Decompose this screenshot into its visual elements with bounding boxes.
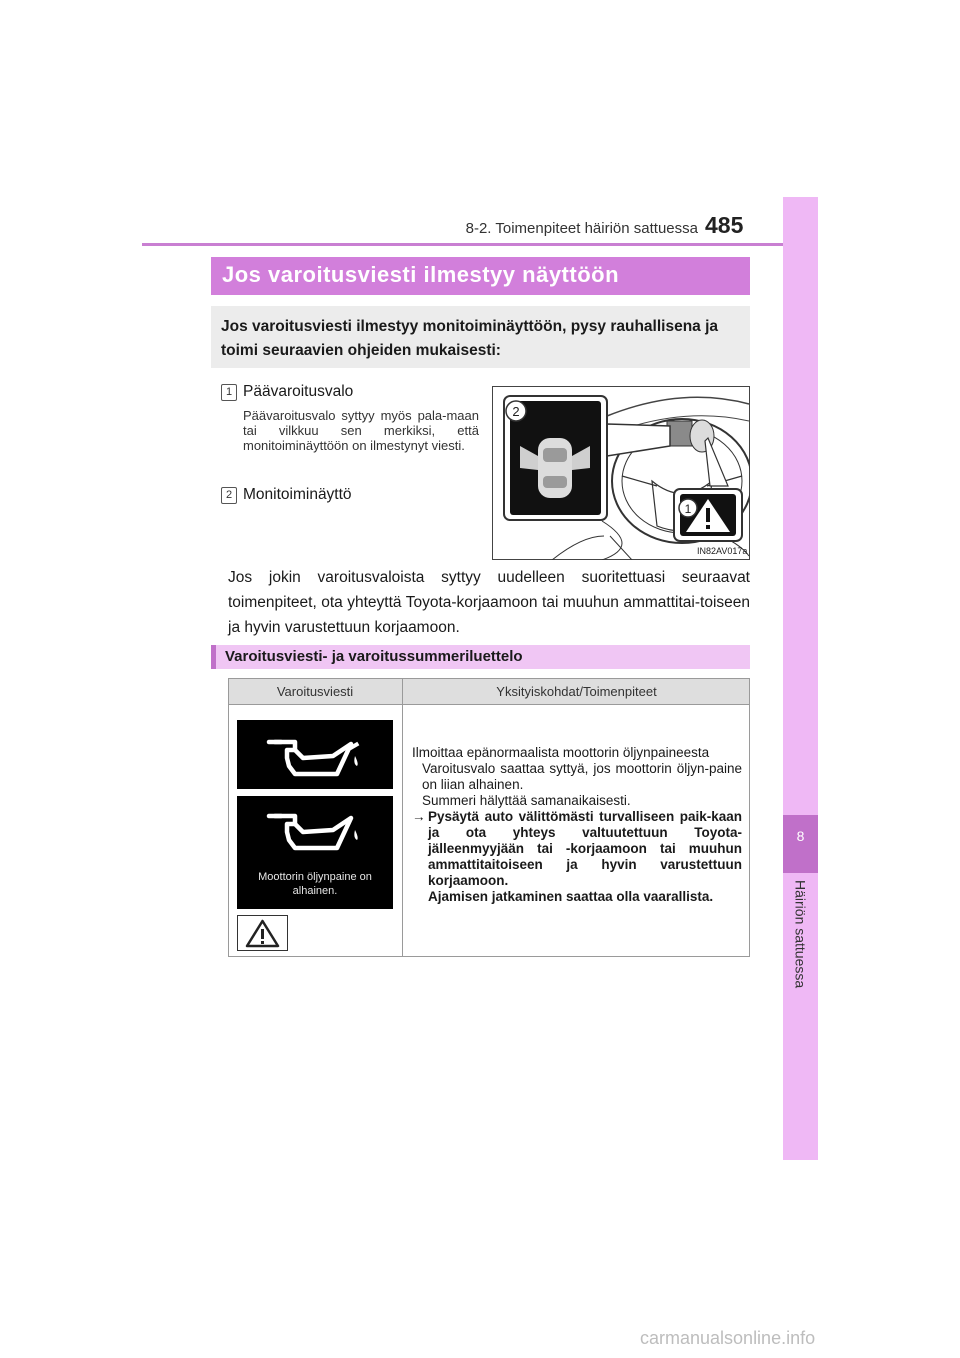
oil-can-icon	[237, 720, 393, 789]
details-action-text: Pysäytä auto välittömästi turvalliseen paik-kaan ja ota yhteys valtuutettuun Toyota-jälleenmyyjään tai -korjaamoon tai muuhun ammattitaitoiseen ja hyvin varustettuun korjaamoon.	[428, 809, 742, 888]
intro-box	[211, 306, 750, 368]
details-cell	[412, 745, 742, 905]
intro-text: Jos varoitusviesti ilmestyy monitoiminäyttöön, pysy rauhallisena ja toimi seuraavien ohjeiden mukaisesti:	[221, 318, 719, 359]
chapter-label: Häiriön sattuessa	[792, 880, 809, 989]
body-paragraph: Jos jokin varoitusvaloista syttyy uudelleen suoritettuasi seuraavat toimenpiteet, ota yhteyttä Toyota-korjaamoon tai muuhun ammattitai-toiseen ja hyvin varustettuun korjaamoon.	[228, 569, 750, 636]
illustration-code: IN82AV017a	[697, 546, 748, 556]
svg-text:1: 1	[684, 502, 692, 516]
details-line-1: Ilmoittaa epänormaalista moottorin öljynpaineesta	[412, 745, 710, 760]
section-accent	[211, 645, 216, 669]
item-number-2: 2	[221, 487, 237, 504]
warning-triangle-icon	[238, 916, 287, 950]
item-title-1: Päävaroitusvalo	[243, 383, 354, 400]
page-number: 485	[705, 212, 744, 238]
table-column-divider	[402, 678, 403, 957]
section-heading-bar	[211, 645, 750, 669]
chapter-number: 8	[796, 828, 805, 844]
details-line-2: Varoitusvalo saattaa syttyä, jos moottorin öljyn-paine on liian alhainen.	[422, 761, 742, 792]
item-title-2: Monitoiminäyttö	[243, 486, 352, 503]
warning-symbol	[237, 915, 288, 951]
section-heading: Varoitusviesti- ja varoitussummeriluettelo	[225, 648, 523, 665]
details-warning: Ajamisen jatkaminen saattaa olla vaarallista.	[428, 889, 714, 904]
header-section-title: 8-2. Toimenpiteet häiriön sattuessa	[465, 220, 698, 237]
chapter-number-box	[783, 815, 818, 873]
details-line-3: Summeri hälyttää samanaikaisesti.	[422, 793, 631, 808]
watermark: carmanualsonline.info	[640, 1328, 816, 1348]
page-title: Jos varoitusviesti ilmestyy näyttöön	[222, 262, 620, 287]
arrow-icon: →	[412, 809, 426, 824]
table-header-details: Yksityiskohdat/Toimenpiteet	[496, 684, 657, 699]
item-number-1: 1	[221, 384, 237, 401]
table-header-message: Varoitusviesti	[276, 684, 354, 699]
svg-text:2: 2	[512, 404, 520, 419]
page-title-bar	[211, 257, 750, 295]
dashboard-illustration	[492, 386, 750, 560]
oil-can-icon-large	[237, 796, 393, 866]
details-action	[412, 809, 742, 889]
item-desc-1: Päävaroitusvalo syttyy myös pala-maan tai vilkkuu sen merkiksi, että monitoiminäyttöön on ilmestynyt viesti.	[243, 408, 479, 453]
oil-pressure-display-icon	[237, 720, 393, 789]
display-message-text: Moottorin öljynpaine on alhainen.	[258, 871, 372, 897]
header-divider	[142, 243, 790, 246]
